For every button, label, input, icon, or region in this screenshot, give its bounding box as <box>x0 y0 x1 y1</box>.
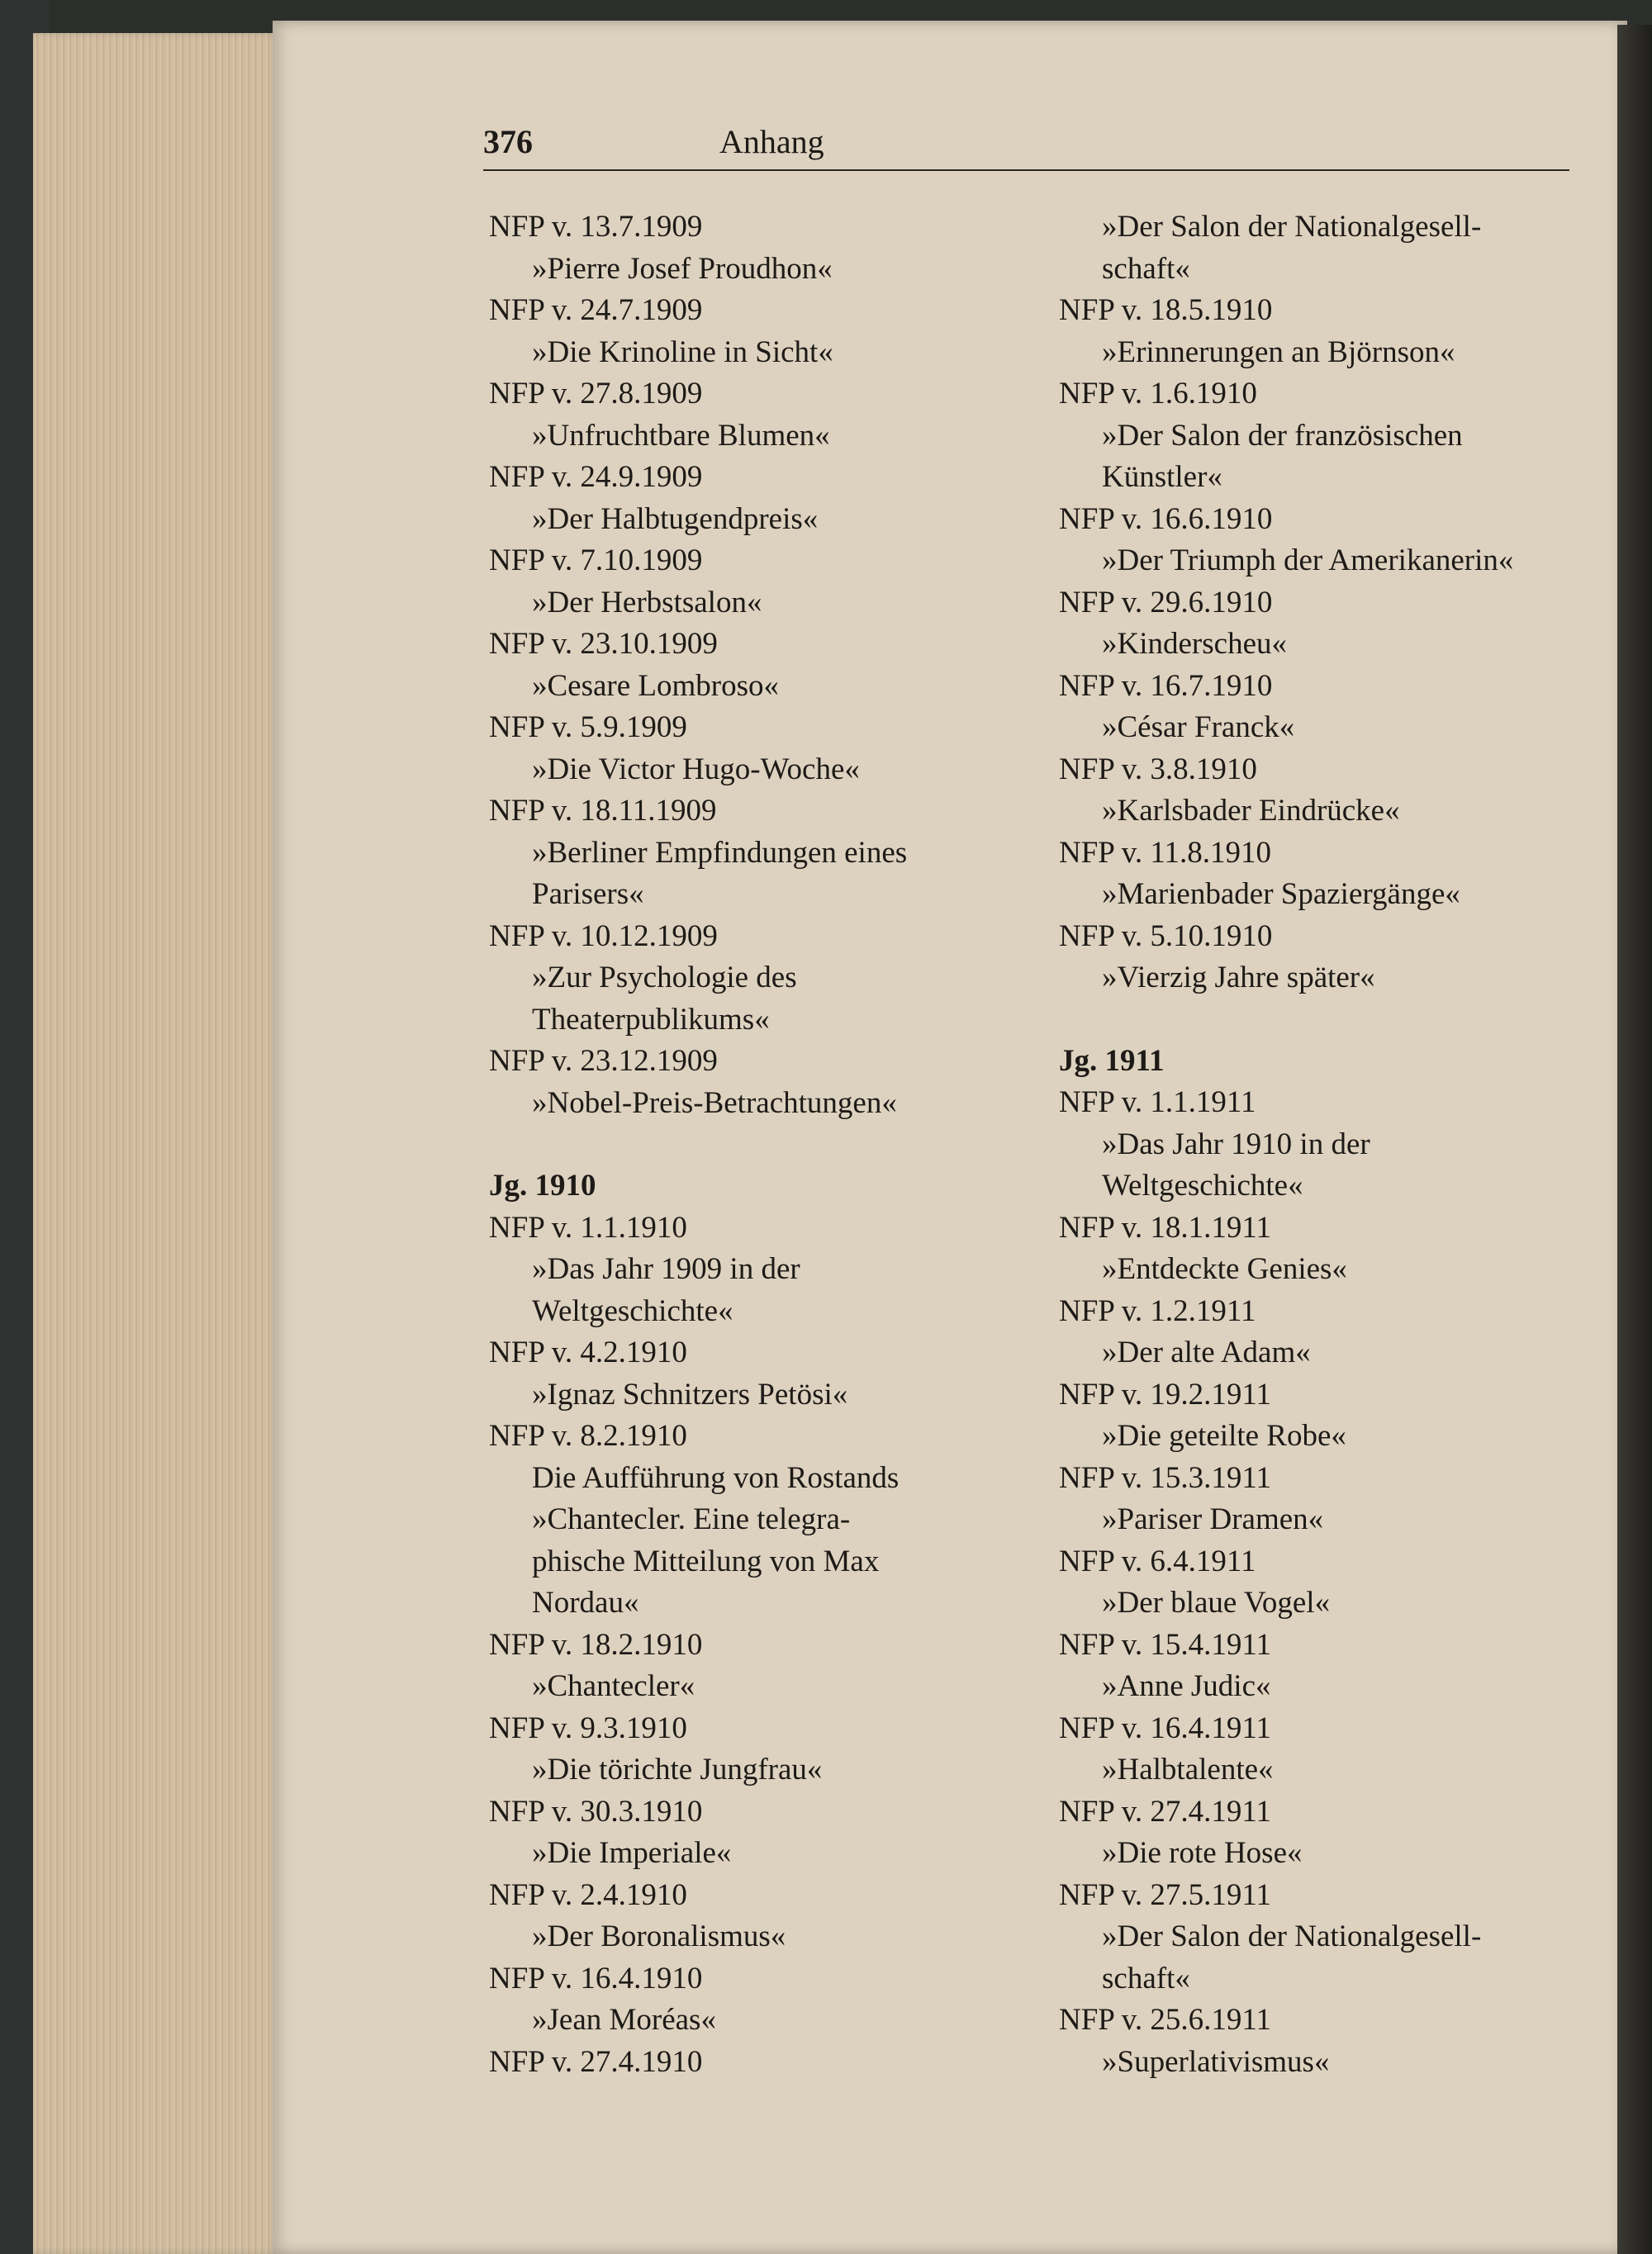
entry-date: NFP v. 16.4.1911 <box>1059 1711 1271 1745</box>
entry-title-line: »Ignaz Schnitzers Petösi« <box>532 1377 848 1412</box>
year-heading: Jg. 1911 <box>1059 1043 1165 1078</box>
entry-title <box>489 1749 1018 1791</box>
entry-date: NFP v. 7.10.1909 <box>489 543 703 577</box>
entry-title <box>1059 540 1588 582</box>
bibliography-entry <box>1059 1541 1588 1625</box>
entry-title-line: »Pierre Josef Proudhon« <box>532 251 833 286</box>
entry-title-line: »Der Salon der Nationalgesell- <box>1102 210 1482 244</box>
bibliography-entry <box>489 1041 1018 1124</box>
entry-title <box>1059 624 1588 666</box>
bibliography-entry <box>1059 749 1588 833</box>
entry-title-line: Weltgeschichte« <box>1102 1169 1303 1203</box>
entry-title-line: »César Franck« <box>1102 710 1295 744</box>
bibliography-entry <box>489 790 1018 916</box>
bibliography-entry <box>489 624 1018 707</box>
bibliography-entry <box>489 1208 1018 1333</box>
bibliography-entry <box>1059 833 1588 916</box>
entry-title <box>489 749 1018 791</box>
bibliography-entry <box>489 916 1018 1042</box>
bibliography-entry <box>1059 1208 1588 1291</box>
entry-title-line: »Die rote Hose« <box>1102 1836 1303 1870</box>
entry-title-line: »Die Victor Hugo-Woche« <box>532 752 860 786</box>
bibliography-entry <box>489 290 1018 373</box>
entry-title-line: Nordau« <box>532 1586 639 1620</box>
entry-title-line: »Marienbader Spaziergänge« <box>1102 877 1460 911</box>
bibliography-entry <box>1059 1458 1588 1541</box>
entry-date: NFP v. 27.4.1911 <box>1059 1794 1271 1829</box>
entry-title-line: »Die geteilte Robe« <box>1102 1419 1346 1453</box>
entry-title-line: Theaterpublikums« <box>532 1002 770 1037</box>
bibliography-entry <box>1059 373 1588 499</box>
entry-title-line: »Die Imperiale« <box>532 1836 732 1870</box>
entry-title-line: »Der blaue Vogel« <box>1102 1586 1331 1620</box>
bibliography-entry <box>1059 290 1588 373</box>
entry-date: NFP v. 16.6.1910 <box>1059 501 1273 536</box>
entry-title <box>1059 1124 1588 1208</box>
entry-title-line: »Superlativismus« <box>1102 2044 1330 2079</box>
entry-date: NFP v. 16.4.1910 <box>489 1961 703 1995</box>
entry-date: NFP v. 18.11.1909 <box>489 794 717 828</box>
entry-title <box>489 582 1018 624</box>
entry-date: NFP v. 18.5.1910 <box>1059 293 1273 327</box>
entry-date: NFP v. 18.1.1911 <box>1059 1210 1271 1245</box>
entry-date: NFP v. 5.9.1909 <box>489 710 687 744</box>
entry-title-line: »Der Triumph der Amerikanerin« <box>1102 543 1514 577</box>
entry-title <box>489 1916 1018 1958</box>
entry-title-line: »Der Salon der Nationalgesell- <box>1102 1919 1482 1953</box>
entry-date: NFP v. 9.3.1910 <box>489 1711 687 1745</box>
entry-title <box>489 415 1018 458</box>
entry-title-line: »Pariser Dramen« <box>1102 1502 1324 1536</box>
entry-title <box>1059 790 1588 833</box>
entry-date: NFP v. 24.7.1909 <box>489 293 703 327</box>
entry-title <box>1059 415 1588 499</box>
entry-title <box>1059 874 1588 916</box>
entry-title-line: »Vierzig Jahre später« <box>1102 961 1375 994</box>
bibliography-entry <box>1059 1291 1588 1374</box>
bibliography-entry <box>1059 499 1588 582</box>
entry-date: NFP v. 27.5.1911 <box>1059 1877 1271 1912</box>
bibliography-entry <box>489 1958 1018 2042</box>
entry-title <box>489 1666 1018 1708</box>
entry-title <box>489 1833 1018 1875</box>
bibliography-entry <box>1059 1082 1588 1208</box>
entry-title-line: »Entdeckte Genies« <box>1102 1252 1347 1286</box>
entry-title <box>1059 1749 1588 1791</box>
entry-title-line: Künstler« <box>1102 460 1222 494</box>
entry-title-line: Weltgeschichte« <box>532 1293 733 1328</box>
bibliography-entry <box>1059 916 1588 999</box>
entry-title-line: »Halbtalente« <box>1102 1753 1274 1787</box>
entry-title <box>489 1458 1018 1625</box>
entry-title-line: »Unfruchtbare Blumen« <box>532 418 830 453</box>
right-column <box>1059 206 1588 2083</box>
year-heading: Jg. 1910 <box>489 1169 596 1203</box>
page-number: 376 <box>483 123 533 160</box>
book-page-edges <box>33 33 281 2254</box>
bibliography-entry <box>1059 666 1588 749</box>
entry-title <box>1059 1666 1588 1708</box>
entry-title <box>489 249 1018 291</box>
entry-title <box>489 1249 1018 1332</box>
bibliography-entry <box>489 2042 1018 2084</box>
entry-title <box>489 833 1018 916</box>
left-column <box>489 206 1018 2083</box>
entry-date: NFP v. 25.6.1911 <box>1059 2003 1271 2037</box>
bibliography-entry <box>489 1625 1018 1708</box>
entry-date: NFP v. 2.4.1910 <box>489 1877 687 1912</box>
adjacent-page-edge <box>1617 25 1652 2254</box>
entry-title-line: »Das Jahr 1910 in der <box>1102 1127 1370 1161</box>
entry-title-line: »Kinderscheu« <box>1102 627 1287 661</box>
entry-date: NFP v. 16.7.1910 <box>1059 668 1273 703</box>
bibliography-entry <box>489 1332 1018 1416</box>
entry-title <box>1059 1499 1588 1541</box>
entry-title <box>1059 1916 1588 2000</box>
bibliography-entry <box>489 373 1018 457</box>
entry-date: NFP v. 8.2.1910 <box>489 1419 687 1453</box>
bibliography-entry <box>1059 1791 1588 1875</box>
entry-title-line: »Der Herbstsalon« <box>532 585 762 619</box>
entry-title-line: »Der Halbtugendpreis« <box>532 501 819 536</box>
entry-title <box>1059 1249 1588 1291</box>
header-rule <box>483 169 1569 171</box>
entry-date: NFP v. 13.7.1909 <box>489 210 703 244</box>
entry-title-line: »Anne Judic« <box>1102 1669 1271 1703</box>
entry-title-line: »Erinnerungen an Björnson« <box>1102 335 1455 369</box>
entry-date: NFP v. 23.12.1909 <box>489 1044 718 1078</box>
entry-date: NFP v. 15.3.1911 <box>1059 1460 1271 1495</box>
entry-title-line: »Der Boronalismus« <box>532 1919 786 1953</box>
entry-title-line: »Nobel-Preis-Betrachtungen« <box>532 1085 897 1120</box>
entry-date: NFP v. 4.2.1910 <box>489 1336 687 1369</box>
entry-title-line: »Chantecler« <box>532 1669 695 1703</box>
entry-title-line: »Die Krinoline in Sicht« <box>532 335 833 369</box>
entry-date: NFP v. 10.12.1909 <box>489 918 718 953</box>
bibliography-entry <box>1059 206 1588 290</box>
bibliography-entry <box>489 206 1018 290</box>
entry-title <box>489 1083 1018 1125</box>
bibliography-entry <box>1059 2000 1588 2083</box>
entry-date: NFP v. 18.2.1910 <box>489 1627 703 1662</box>
entry-title <box>489 2000 1018 2042</box>
entry-title <box>1059 206 1588 290</box>
bibliography-entry <box>489 707 1018 790</box>
entry-title <box>1059 2042 1588 2084</box>
bibliography-entry <box>489 457 1018 540</box>
bibliography-entry <box>1059 582 1588 666</box>
entry-title <box>1059 707 1588 749</box>
entry-title-line: Die Aufführung von Rostands <box>532 1460 900 1495</box>
entry-title-line: schaft« <box>1102 1961 1190 1995</box>
bibliography-entry <box>1059 1374 1588 1458</box>
entry-date: NFP v. 6.4.1911 <box>1059 1544 1256 1578</box>
bibliography-entry <box>1059 1625 1588 1708</box>
entry-date: NFP v. 5.10.1910 <box>1059 918 1273 953</box>
entry-title <box>489 957 1018 1041</box>
entry-date: NFP v. 23.10.1909 <box>489 627 718 661</box>
entry-title-line: »Der alte Adam« <box>1102 1336 1311 1369</box>
entry-title-line: schaft« <box>1102 251 1190 286</box>
entry-title <box>1059 957 1588 999</box>
entry-title-line: »Chantecler. Eine telegra- <box>532 1502 851 1536</box>
entry-title-line: »Das Jahr 1909 in der <box>532 1252 800 1286</box>
bibliography-entry <box>489 1708 1018 1791</box>
bibliography-entry <box>489 540 1018 624</box>
entry-title-line: »Jean Moréas« <box>532 2003 716 2037</box>
entry-title-line: »Cesare Lombroso« <box>532 668 780 703</box>
bibliography-entry <box>489 1875 1018 1958</box>
entry-title-line: Parisers« <box>532 877 644 911</box>
entry-title-line: »Die törichte Jungfrau« <box>532 1753 823 1787</box>
entry-title <box>1059 1332 1588 1374</box>
entry-title <box>1059 1833 1588 1875</box>
entry-title-line: »Zur Psychologie des <box>532 961 797 994</box>
running-head: Anhang <box>719 123 824 160</box>
bibliography-entry <box>1059 1708 1588 1791</box>
entry-date: NFP v. 30.3.1910 <box>489 1794 703 1829</box>
entry-title <box>489 332 1018 374</box>
entry-title <box>489 499 1018 541</box>
entry-date: NFP v. 1.1.1911 <box>1059 1085 1256 1119</box>
entry-title <box>1059 1416 1588 1458</box>
entry-date: NFP v. 3.8.1910 <box>1059 752 1257 786</box>
entry-date: NFP v. 1.6.1910 <box>1059 377 1257 410</box>
entry-title <box>1059 332 1588 374</box>
entry-date: NFP v. 11.8.1910 <box>1059 835 1271 870</box>
bibliography-entry <box>489 1791 1018 1875</box>
entry-date: NFP v. 24.9.1909 <box>489 460 703 494</box>
entry-title-line: »Der Salon der französischen <box>1102 418 1463 453</box>
entry-title-line: »Karlsbader Eindrücke« <box>1102 794 1400 828</box>
bibliography-entry <box>489 1416 1018 1625</box>
entry-date: NFP v. 27.4.1910 <box>489 2044 703 2079</box>
entry-date: NFP v. 1.1.1910 <box>489 1210 687 1245</box>
entry-title <box>1059 1583 1588 1625</box>
entry-title-line: phische Mitteilung von Max <box>532 1544 880 1578</box>
entry-date: NFP v. 15.4.1911 <box>1059 1627 1271 1662</box>
entry-date: NFP v. 19.2.1911 <box>1059 1377 1271 1412</box>
entry-date: NFP v. 27.8.1909 <box>489 377 703 410</box>
entry-date: NFP v. 1.2.1911 <box>1059 1293 1256 1328</box>
entry-date: NFP v. 29.6.1910 <box>1059 585 1273 619</box>
page-header <box>483 122 1574 172</box>
entry-title <box>489 666 1018 708</box>
entry-title-line: »Berliner Empfindungen eines <box>532 835 908 870</box>
entry-title <box>489 1374 1018 1416</box>
bibliography-entry <box>1059 1875 1588 2000</box>
